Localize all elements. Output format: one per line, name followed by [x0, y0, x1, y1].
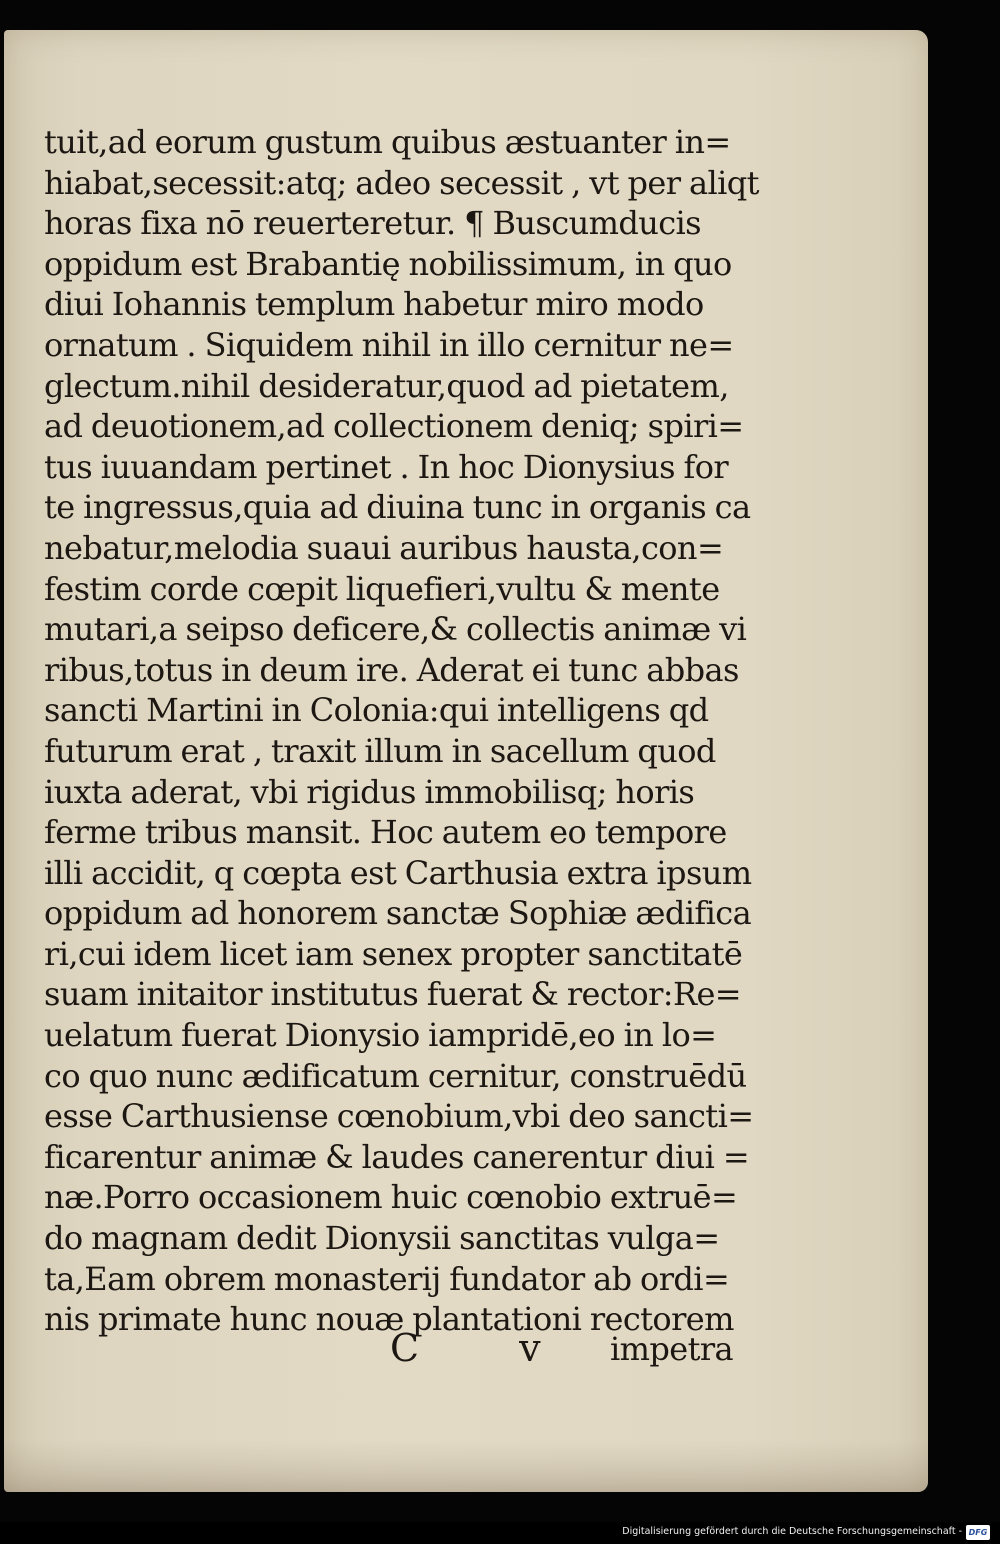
text-line: festim corde cœpit liquefieri,vultu & mente [44, 569, 720, 608]
text-line: ferme tribus mansit. Hoc autem eo tempore [44, 813, 727, 852]
text-line: tus iuuandam pertinet . In hoc Dionysius for [44, 447, 729, 486]
text-line: illi accidit, q cœpta est Carthusia extra ipsum [44, 853, 752, 892]
dfg-logo: DFG [966, 1525, 990, 1540]
text-line: oppidum ad honorem sanctæ Sophiæ ædifica [44, 894, 752, 933]
text-line: mutari,a seipso deficere,& collectis animæ vi [44, 610, 747, 649]
text-line: co quo nunc ædificatum cernitur, construēdū [44, 1056, 747, 1095]
text-line: iuxta aderat, vbi rigidus immobilisq; horis [44, 772, 695, 811]
text-line: ribus,totus in deum ire. Aderat ei tunc abbas [44, 650, 739, 689]
catchword: impetra [610, 1330, 734, 1368]
text-line: horas fixa nō reuerteretur. ¶ Buscumducis [44, 204, 701, 243]
book-page [4, 30, 928, 1492]
text-line: tuit,ad eorum gustum quibus æstuanter in= [44, 123, 731, 161]
text-line: ri,cui idem licet iam senex propter sanctitatē [44, 934, 743, 973]
page-text [44, 122, 764, 1340]
text-line: te ingressus,quia ad diuina tunc in organis ca [44, 488, 751, 527]
text-line: nebatur,melodia suaui auribus hausta,con= [44, 528, 724, 567]
text-line: nis primate hunc nouæ plantationi rectorem [44, 1300, 734, 1339]
text-line: sancti Martini in Colonia:qui intelligens qd [44, 691, 709, 730]
text-line: ornatum . Siquidem nihil in illo cernitur ne= [44, 325, 734, 364]
text-line: ta,Eam obrem monasterij fundator ab ordi= [44, 1259, 730, 1298]
page-footer-line [4, 1326, 934, 1376]
text-line: næ.Porro occasionem huic cœnobio extruē= [44, 1178, 738, 1217]
text-line: uelatum fuerat Dionysio iampridē,eo in lo= [44, 1016, 717, 1055]
text-line: esse Carthusiense cœnobium,vbi deo sancti= [44, 1097, 754, 1136]
text-line: hiabat,secessit:atq; adeo secessit , vt per aliqt [44, 163, 759, 202]
text-line: ficarentur animæ & laudes canerentur diui = [44, 1137, 750, 1176]
digitization-credit: Digitalisierung gefördert durch die Deutsche Forschungsgemeinschaft - [622, 1526, 962, 1537]
text-line: ad deuotionem,ad collectionem deniq; spiri= [44, 407, 744, 446]
text-line: futurum erat , traxit illum in sacellum quod [44, 731, 716, 770]
text-line: diui Iohannis templum habetur miro modo [44, 285, 704, 324]
text-line: glectum.nihil desideratur,quod ad pietatem, [44, 366, 729, 405]
signature-mark: C v [390, 1326, 585, 1370]
text-line: oppidum est Brabantię nobilissimum, in quo [44, 244, 732, 283]
text-line: do magnam dedit Dionysii sanctitas vulga= [44, 1219, 720, 1258]
text-line: suam initaitor institutus fuerat & rector:Re= [44, 975, 742, 1014]
